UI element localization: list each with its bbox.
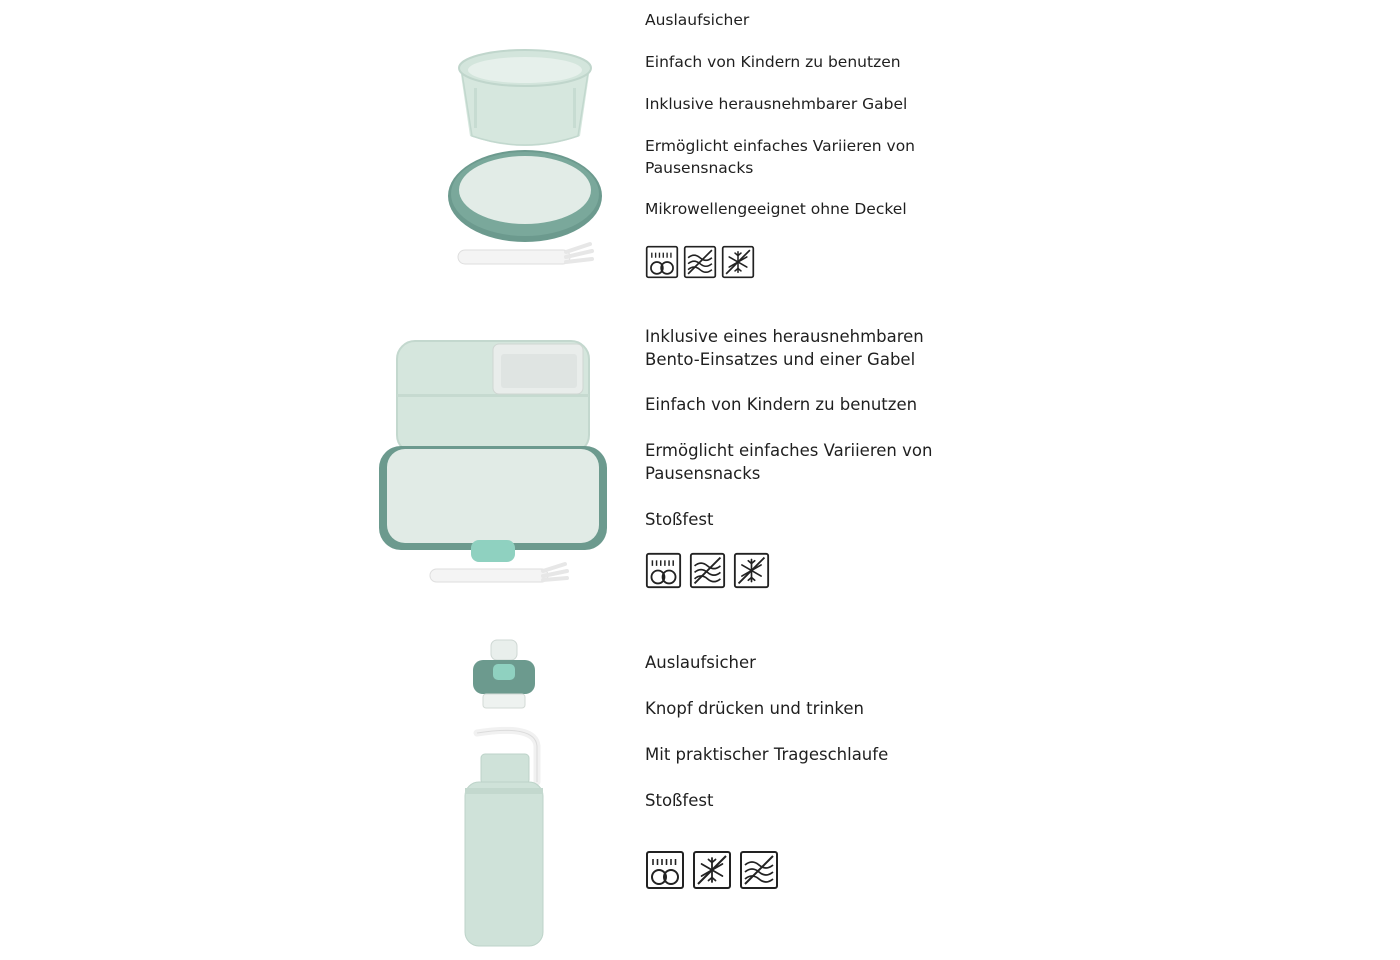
feature-text: Stoßfest bbox=[645, 510, 714, 529]
freezer-icon-graphic bbox=[721, 245, 755, 279]
feature-text: Inklusive eines herausnehmbaren Bento-Einsatzes und einer Gabel bbox=[645, 327, 924, 370]
dishwasher-icon-graphic bbox=[645, 850, 685, 890]
dishwasher-icon-graphic bbox=[645, 552, 682, 589]
feature-text: Stoßfest bbox=[645, 791, 714, 810]
microwave-icon bbox=[683, 245, 717, 279]
freezer-icon bbox=[721, 245, 755, 279]
feature-text: Auslaufsicher bbox=[645, 11, 750, 29]
microwave-icon bbox=[689, 552, 726, 589]
feature-text: Ermöglicht einfaches Variieren von Pausensnacks bbox=[645, 137, 916, 177]
microwave-icon-graphic bbox=[739, 850, 779, 890]
dishwasher-icon bbox=[645, 850, 685, 890]
feature-text: Einfach von Kindern zu benutzen bbox=[645, 53, 901, 71]
microwave-icon-graphic bbox=[683, 245, 717, 279]
microwave-icon-graphic bbox=[689, 552, 726, 589]
dishwasher-icon bbox=[645, 245, 679, 279]
feature-text: Knopf drücken und trinken bbox=[645, 699, 865, 718]
water-bottle-image bbox=[455, 636, 555, 948]
feature-text: Auslaufsicher bbox=[645, 653, 756, 672]
dishwasher-icon-graphic bbox=[645, 245, 679, 279]
feature-text: Mikrowellengeeignet ohne Deckel bbox=[645, 200, 907, 218]
feature-text: Inklusive herausnehmbarer Gabel bbox=[645, 95, 908, 113]
microwave-icon bbox=[739, 850, 779, 890]
freezer-icon-graphic bbox=[692, 850, 732, 890]
dishwasher-icon bbox=[645, 552, 682, 589]
bowl-with-fork-image bbox=[440, 28, 610, 278]
bento-box-with-fork-image bbox=[375, 336, 610, 588]
freezer-icon-graphic bbox=[733, 552, 770, 589]
feature-text: Ermöglicht einfaches Variieren von Pausensnacks bbox=[645, 441, 933, 484]
feature-text: Mit praktischer Trageschlaufe bbox=[645, 745, 889, 764]
feature-text: Einfach von Kindern zu benutzen bbox=[645, 395, 918, 414]
freezer-icon bbox=[692, 850, 732, 890]
freezer-icon bbox=[733, 552, 770, 589]
